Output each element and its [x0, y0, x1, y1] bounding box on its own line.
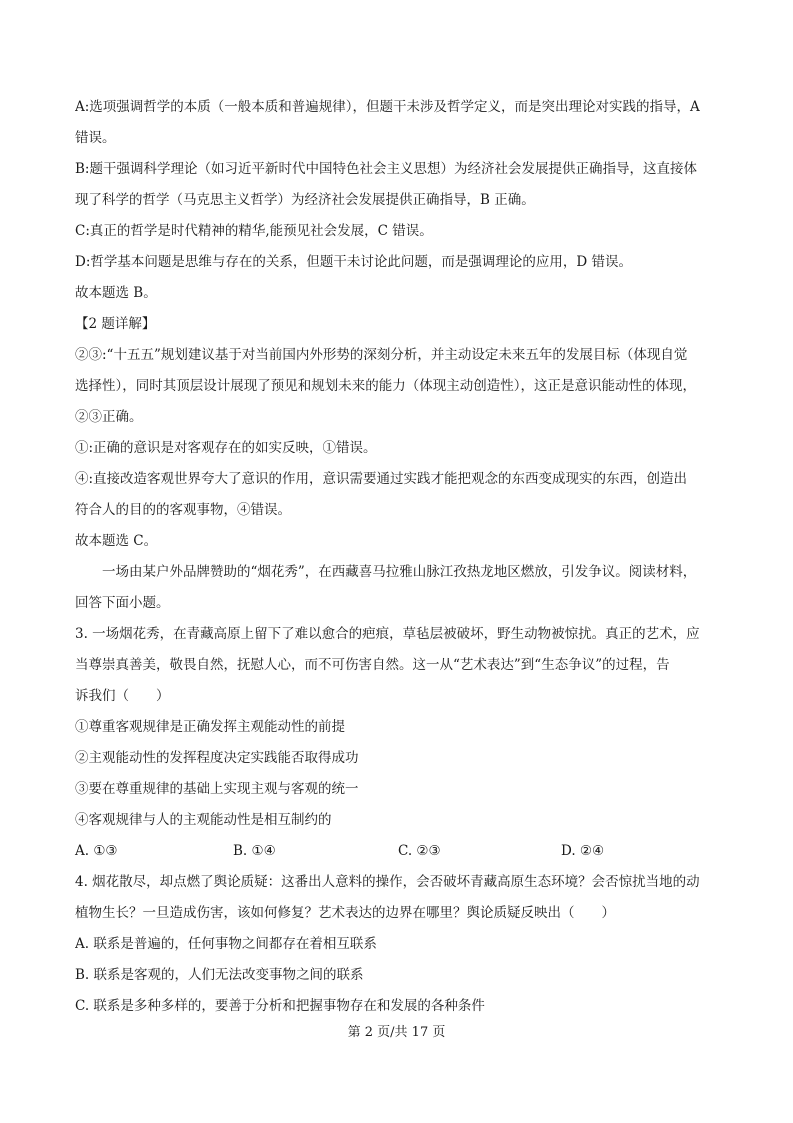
text-line: 符合人的目的的客观事物，④错误。	[75, 502, 291, 518]
text-line: ③要在尊重规律的基础上实现主观与客观的统一	[75, 781, 359, 797]
text-line: 当尊崇真善美，敬畏自然，抚慰人心，而不可伤害自然。这一从“艺术表达”到“生态争议”的过程，告	[75, 657, 670, 673]
option-c: C. ②③	[398, 843, 441, 859]
text-line: 一场由某户外品牌赞助的“烟花秀”，在西藏喜马拉雅山脉江孜热龙地区燃放，引发争议。阅读材料，	[102, 564, 697, 580]
text-line: ①尊重客观规律是正确发挥主观能动性的前提	[75, 719, 345, 735]
text-line: B:题干强调科学理论（如习近平新时代中国特色社会主义思想）为经济社会发展提供正确指导，这直接体	[75, 161, 697, 177]
text-line: 植物生长？一旦造成伤害，该如何修复？艺术表达的边界在哪里？舆论质疑反映出（ ）	[75, 905, 615, 921]
text-line: 【2 题详解】	[75, 316, 156, 332]
text-line: A:选项强调哲学的本质（一般本质和普遍规律），但题干未涉及哲学定义，而是突出理论对实践的指导，A	[75, 99, 700, 115]
body-text-top	[75, 92, 720, 836]
text-line: ①:正确的意识是对客观存在的如实反映，①错误。	[75, 440, 377, 456]
text-line: 回答下面小题。	[75, 595, 170, 611]
page-content	[75, 92, 720, 1022]
page-footer: 第 2 页/共 17 页	[347, 1025, 446, 1040]
text-line: A. 联系是普遍的，任何事物之间都存在着相互联系	[75, 936, 377, 952]
text-line: ②③:“十五五”规划建议基于对当前国内外形势的深刻分析，并主动设定未来五年的发展目标（体现自觉	[75, 347, 688, 363]
body-text-bottom	[75, 867, 720, 1022]
text-line: ②主观能动性的发挥程度决定实践能否取得成功	[75, 750, 359, 766]
text-line: ④客观规律与人的主观能动性是相互制约的	[75, 812, 332, 828]
option-d: D. ②④	[561, 843, 605, 859]
text-line: B. 联系是客观的，人们无法改变事物之间的联系	[75, 967, 364, 983]
text-line: 故本题选 B。	[75, 285, 157, 301]
option-b: B. ①④	[233, 843, 276, 859]
text-line: ②③正确。	[75, 409, 143, 425]
text-line: 诉我们（ ）	[75, 688, 170, 704]
text-line: 4. 烟花散尽，却点燃了舆论质疑：这番出人意料的操作，会否破坏青藏高原生态环境？会否惊扰当地的动	[75, 874, 700, 890]
text-line: 3. 一场烟花秀，在青藏高原上留下了难以愈合的疤痕，草毡层被破坏，野生动物被惊扰。真正的艺术，应	[75, 626, 700, 642]
question-3-options	[75, 836, 720, 867]
text-line: C. 联系是多种多样的，要善于分析和把握事物存在和发展的各种条件	[75, 998, 485, 1014]
option-a: A. ①③	[75, 843, 118, 859]
text-line: 现了科学的哲学（马克思主义哲学）为经济社会发展提供正确指导，B 正确。	[75, 192, 535, 208]
text-line: 故本题选 C。	[75, 533, 158, 549]
text-line: D:哲学基本问题是思维与存在的关系，但题干未讨论此问题，而是强调理论的应用，D 错误。	[75, 254, 632, 270]
text-line: 选择性），同时其顶层设计展现了预见和规划未来的能力（体现主动创造性），这正是意识能动性的体现，	[75, 378, 696, 394]
text-line: C:真正的哲学是时代精神的精华,能预见社会发展，C 错误。	[75, 223, 433, 239]
text-line: 错误。	[75, 130, 116, 146]
text-line: ④:直接改造客观世界夸大了意识的作用，意识需要通过实践才能把观念的东西变成现实的东西，创造出	[75, 471, 688, 487]
